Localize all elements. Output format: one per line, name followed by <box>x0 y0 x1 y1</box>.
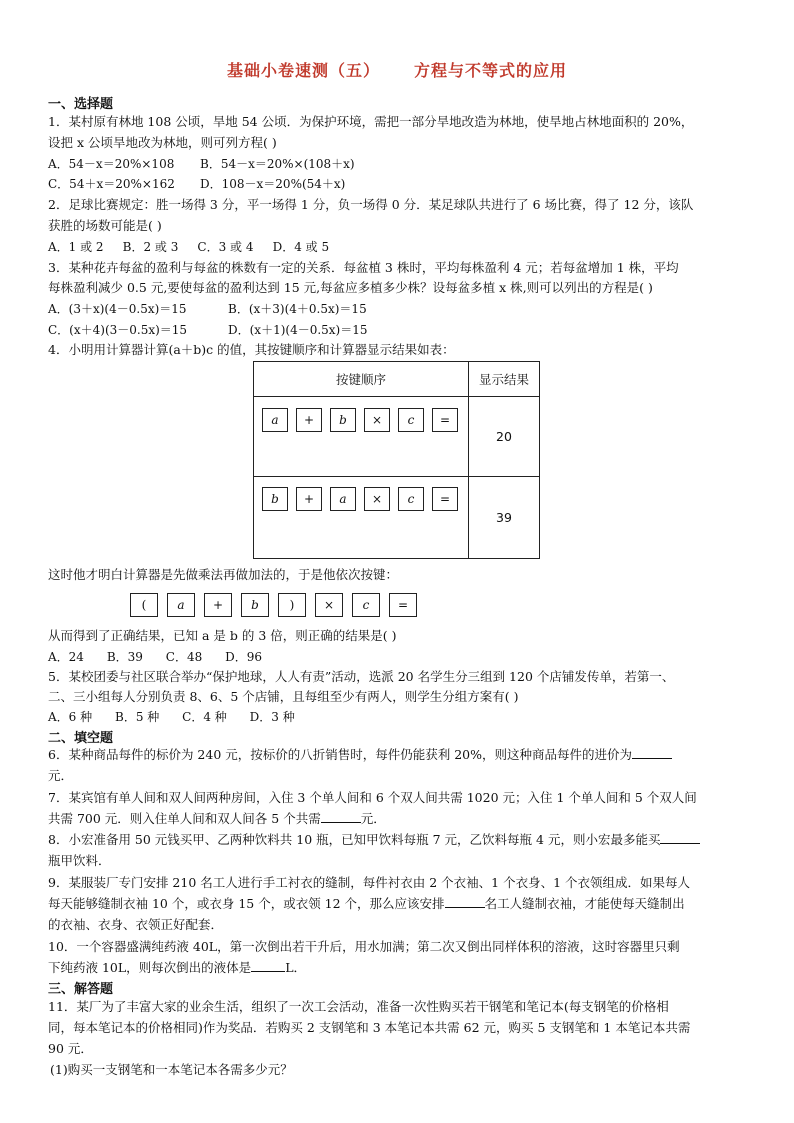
q6-line1 <box>48 746 672 764</box>
table-row-2-result: 39 <box>468 477 539 559</box>
q3-option-a: A．(3＋x)(4－0.5x)＝15 <box>48 302 187 316</box>
q1-line1: 1．某村原有林地 108 公顷，旱地 54 公顷．为保护环境，需把一部分旱地改造为林地，使旱地占林地面积的 20%， <box>48 114 694 129</box>
section-fill: 二、填空题 <box>48 731 114 746</box>
key-a: a <box>167 593 195 617</box>
table-header-keys: 按键顺序 <box>254 362 469 397</box>
title-right: 方程与不等式的应用 <box>414 61 568 80</box>
q1-line2: 设把 x 公顷旱地改为林地，则可列方程( ) <box>48 135 277 150</box>
q3-option-d: D．(x＋1)(4－0.5x)＝15 <box>228 323 368 337</box>
key-equals: = <box>389 593 417 617</box>
q7-line2 <box>48 810 386 828</box>
q3-line2: 每株盈利减少 0.5 元,要使每盆的盈利达到 15 元,每盆应多植多少株？设每盆多植 x 株,则可以列出的方程是( ) <box>48 280 653 295</box>
q3-option-c: C．(x＋4)(3－0.5x)＝15 <box>48 323 188 337</box>
q3-line1: 3．某种花卉每盆的盈利与每盆的株数有一定的关系．每盆植 3 株时，平均每株盈利 4 元；若每盆增加 1 株，平均 <box>48 260 679 275</box>
key-sequence <box>130 593 417 617</box>
q10-line1: 10．一个容器盛满纯药液 40L，第一次倒出若干升后，用水加满；第二次又倒出同样体积的溶液，这时容器里只剩 <box>48 939 680 954</box>
answer-blank[interactable] <box>445 895 485 908</box>
key-times: × <box>364 408 390 432</box>
q11-part1: (1)购买一支钢笔和一本笔记本各需多少元？ <box>50 1062 293 1077</box>
table-row-1-keys <box>254 397 469 477</box>
q4-line1: 4．小明用计算器计算(a＋b)c 的值，其按键顺序和计算器显示结果如表： <box>48 342 455 357</box>
q10-unit: L． <box>285 960 306 975</box>
calculator-table <box>253 361 540 559</box>
q1-option-c: C．54＋x＝20%×162 <box>48 177 175 191</box>
key-equals: = <box>432 487 458 511</box>
key-c: c <box>398 487 424 511</box>
table-row-2-keys <box>254 477 469 559</box>
q7-text: 共需 700 元．则入住单人间和双人间各 5 个共需 <box>48 811 321 826</box>
q8-line2: 瓶甲饮料． <box>48 853 111 868</box>
key-plus: + <box>296 487 322 511</box>
key-times: × <box>364 487 390 511</box>
answer-blank[interactable] <box>660 831 700 844</box>
key-b: b <box>330 408 356 432</box>
key-c: c <box>398 408 424 432</box>
title-left: 基础小卷速测（五） <box>226 61 380 80</box>
q5-line2: 二、三小组每人分别负责 8、6、5 个店铺，且每组至少有两人，则学生分组方案有( ) <box>48 689 519 704</box>
q5-line1: 5．某校团委与社区联合举办“保护地球，人人有责”活动，选派 20 名学生分三组到 120 个店铺发传单，若第一、 <box>48 669 675 684</box>
key-c: c <box>352 593 380 617</box>
answer-blank[interactable] <box>632 746 672 759</box>
q3-option-b: B．(x＋3)(4＋0.5x)＝15 <box>228 302 367 316</box>
answer-blank[interactable] <box>251 959 285 972</box>
q9-text: 每天能够缝制衣袖 10 个，或衣身 15 个，或衣领 12 个，那么应该安排 <box>48 896 445 911</box>
q10-text: 下纯药液 10L，则每次倒出的液体是 <box>48 960 252 975</box>
key-a: a <box>262 408 288 432</box>
key-open-paren: ( <box>130 593 158 617</box>
key-a: a <box>330 487 356 511</box>
key-equals: = <box>432 408 458 432</box>
key-b: b <box>241 593 269 617</box>
q9-line1: 9．某服装厂专门安排 210 名工人进行手工衬衣的缝制，每件衬衣由 2 个衣袖、1 个衣身、1 个衣领组成．如果每人 <box>48 875 691 890</box>
table-header-result: 显示结果 <box>468 362 539 397</box>
q6-line2: 元． <box>48 768 74 783</box>
answer-blank[interactable] <box>321 810 361 823</box>
q7-line1: 7．某宾馆有单人间和双人间两种房间，入住 3 个单人间和 6 个双人间共需 1020 元；入住 1 个单人间和 5 个双人间 <box>48 790 697 805</box>
table-row-1-result: 20 <box>468 397 539 477</box>
q8-line1 <box>48 831 700 849</box>
q1-option-d: D．108－x＝20%(54＋x) <box>200 177 346 191</box>
section-solve: 三、解答题 <box>48 982 114 997</box>
q4-line3: 从而得到了正确结果，已知 a 是 b 的 3 倍，则正确的结果是( ) <box>48 628 397 643</box>
q8-text: 8．小宏准备用 50 元钱买甲、乙两种饮料共 10 瓶，已知甲饮料每瓶 7 元，乙饮料每瓶 4 元，则小宏最多能买 <box>48 832 661 847</box>
key-close-paren: ) <box>278 593 306 617</box>
q1-option-a: A．54－x＝20%×108 <box>48 157 175 171</box>
q9-text-tail: 名工人缝制衣袖，才能使每天缝制出 <box>484 896 685 911</box>
q2-options: A．1 或 2 B．2 或 3 C．3 或 4 D．4 或 5 <box>48 240 330 254</box>
key-b: b <box>262 487 288 511</box>
q11-line3: 90 元． <box>48 1041 93 1056</box>
q4-options: A．24 B．39 C．48 D．96 <box>48 650 263 664</box>
q2-line1: 2．足球比赛规定：胜一场得 3 分，平一场得 1 分，负一场得 0 分．某足球队共进行了 6 场比赛，得了 12 分，该队 <box>48 197 694 212</box>
q6-text: 6．某种商品每件的标价为 240 元，按标价的八折销售时，每件仍能获利 20%，则这种商品每件的进价为 <box>48 747 633 762</box>
q2-line2: 获胜的场数可能是( ) <box>48 218 162 233</box>
q1-option-b: B．54－x＝20%×(108＋x) <box>200 157 355 171</box>
q9-line3: 的衣袖、衣身、衣领正好配套． <box>48 917 224 932</box>
q10-line2 <box>48 959 306 977</box>
q4-line2: 这时他才明白计算器是先做乘法再做加法的，于是他依次按键： <box>48 567 399 582</box>
q9-line2 <box>48 895 685 913</box>
q5-options: A．6 种 B．5 种 C．4 种 D．3 种 <box>48 710 295 724</box>
key-plus: + <box>296 408 322 432</box>
section-choice: 一、选择题 <box>48 97 114 112</box>
q7-unit: 元． <box>360 811 386 826</box>
key-plus: + <box>204 593 232 617</box>
key-times: × <box>315 593 343 617</box>
q11-line1: 11．某厂为了丰富大家的业余生活，组织了一次工会活动，准备一次性购买若干钢笔和笔记本(每支钢笔的价格相 <box>48 999 669 1014</box>
q11-line2: 同，每本笔记本的价格相同)作为奖品．若购买 2 支钢笔和 3 本笔记本共需 62 元，购买 5 支钢笔和 1 本笔记本共需 <box>48 1020 691 1035</box>
page-title <box>0 58 794 81</box>
